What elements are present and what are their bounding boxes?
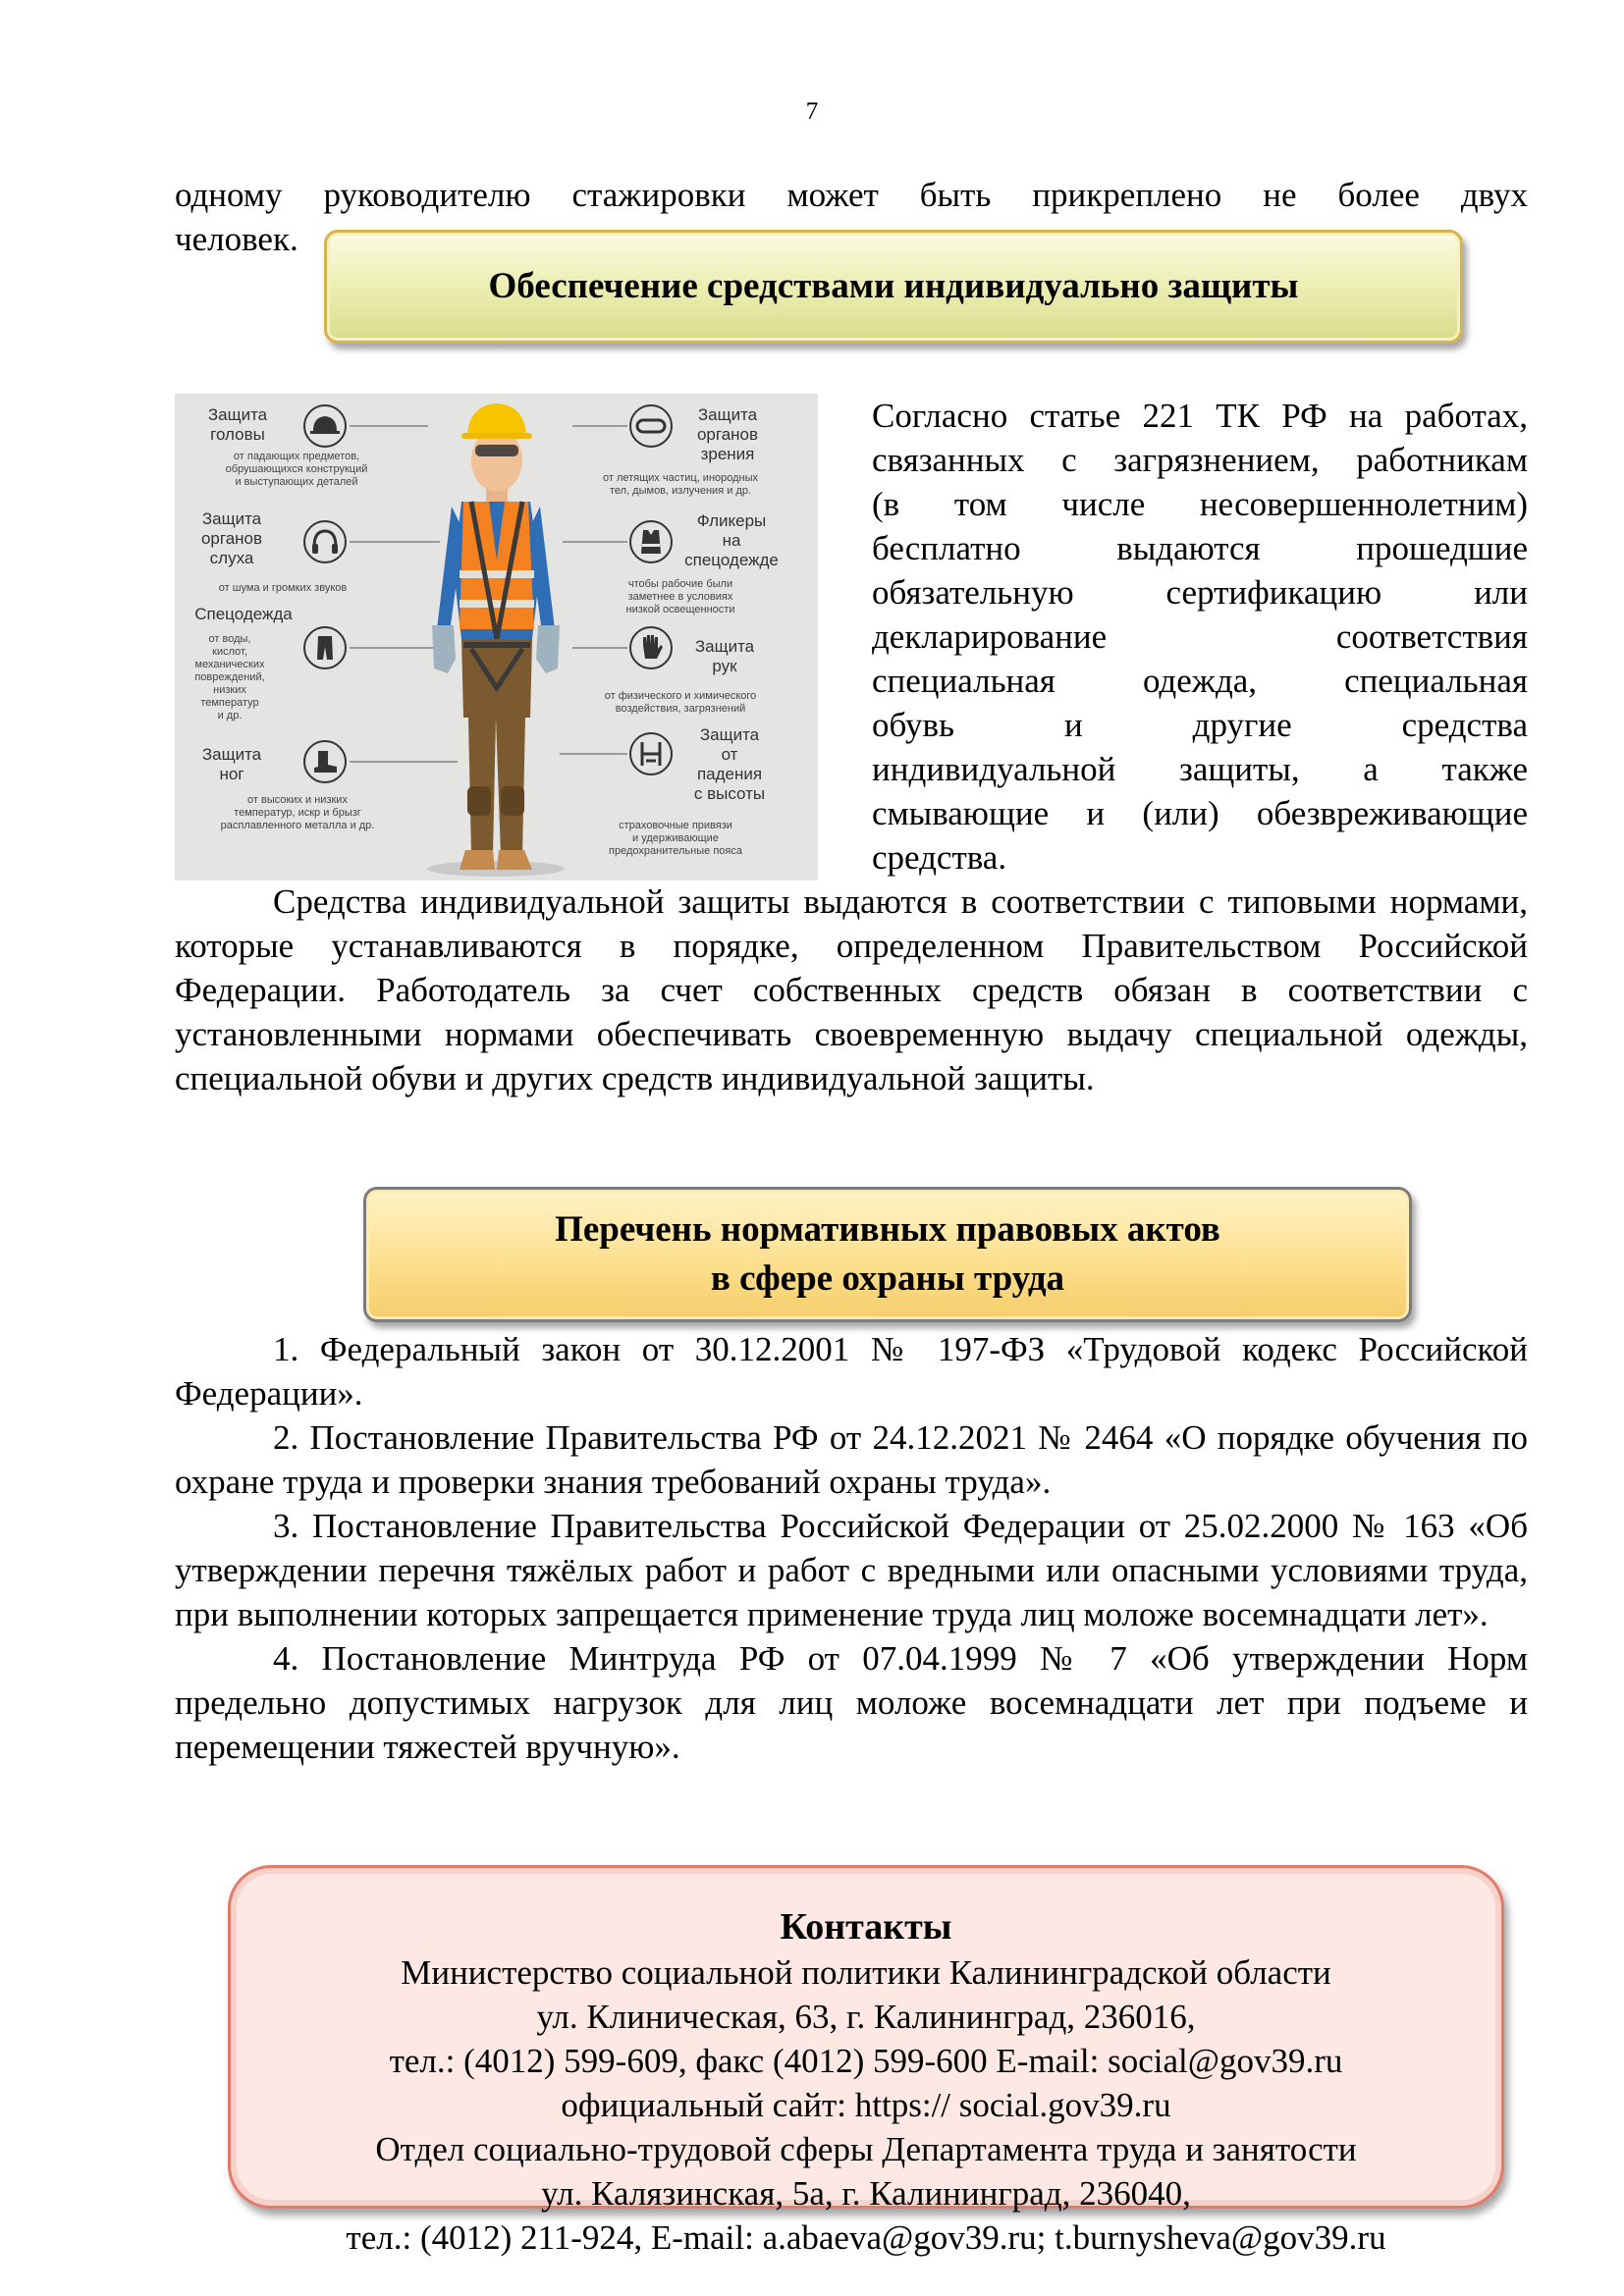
label-hearing-protection — [192, 509, 271, 568]
contacts-line: Отдел социально-трудовой сферы Департамента труда и занятости — [375, 2130, 1357, 2168]
label-text: органов — [200, 529, 263, 548]
contacts-line: тел.: (4012) 211-924, E-mail: a.abaeva@gov39.ru; t.burnysheva@gov39.ru — [346, 2218, 1386, 2257]
note-text: чтобы рабочие были — [627, 578, 733, 590]
banner-line: в сфере охраны труда — [710, 1258, 1065, 1299]
label-text: рук — [712, 657, 737, 675]
label-text: слуха — [209, 549, 254, 567]
note-text: и выступающих деталей — [235, 476, 358, 488]
contacts-line: Министерство социальной политики Калининградской области — [401, 1953, 1331, 1992]
text-line: обязательную сертификацию или — [872, 573, 1528, 612]
regulations-list — [175, 1327, 1528, 1769]
contacts-title: Контакты — [780, 1906, 952, 1948]
label-feet-protection — [192, 745, 271, 784]
contacts-line: тел.: (4012) 599-609, факс (4012) 599-600 E-mail: social@gov39.ru — [389, 2042, 1343, 2080]
text-line: Согласно статье 221 ТК РФ на работах, — [872, 397, 1528, 435]
note-text: от воды, — [208, 633, 251, 645]
label-text: спецодежде — [684, 551, 779, 569]
label-text: зрения — [700, 445, 755, 463]
harness-icon — [628, 731, 674, 776]
note-fall-protection — [587, 820, 764, 858]
note-text: воздействия, загрязнений — [615, 703, 746, 715]
ppe-article-text — [872, 394, 1528, 880]
list-item: 2. Постановление Правительства РФ от 24.12.2021 № 2464 «О порядке обучения по охране труда и проверки знания требований охраны труда». — [175, 1418, 1528, 1501]
text-line: обувь и другие средства — [872, 706, 1528, 744]
text-line: связанных с загрязнением, работникам — [872, 441, 1528, 479]
note-text: от высоких и низких — [247, 794, 348, 806]
label-text: Защита — [201, 509, 262, 528]
label-flickers — [677, 511, 785, 570]
label-head-protection — [198, 405, 277, 445]
headphones-icon — [302, 519, 348, 564]
worker-illustration — [403, 394, 599, 881]
note-text: заметнее в условиях — [627, 591, 733, 603]
label-text: от — [721, 745, 738, 764]
note-text: низких — [213, 684, 246, 696]
note-text: обрушающихся конструкций — [225, 463, 368, 475]
label-text: Защита — [207, 405, 268, 424]
note-text: повреждений, — [194, 671, 265, 683]
note-text: от физического и химического — [604, 690, 757, 702]
ppe-banner-title: Обеспечение средствами индивидуально защиты — [488, 266, 1299, 306]
label-text: ног — [219, 765, 244, 783]
note-hearing-protection — [185, 582, 381, 595]
overalls-icon — [302, 625, 348, 670]
note-text: низкой освещенности — [625, 604, 735, 615]
label-text: головы — [210, 425, 265, 444]
note-text: тел, дымов, излучения и др. — [609, 485, 751, 497]
ppe-norms-paragraph — [175, 880, 1528, 1100]
page-number: 7 — [805, 98, 819, 125]
ppe-infographic — [175, 394, 818, 881]
regulations-section-banner — [363, 1187, 1412, 1322]
text-line: средства. — [872, 838, 1007, 877]
note-text: и удерживающие — [632, 832, 719, 844]
note-text: предохранительные пояса — [609, 845, 742, 857]
label-text: на — [722, 531, 741, 550]
note-text: температур, искр и брызг — [234, 807, 361, 819]
text-line: индивидуальной защиты, а также — [872, 750, 1528, 788]
goggles-icon — [628, 403, 674, 449]
text-line: (в том числе несовершеннолетним) — [872, 485, 1528, 523]
intro-line-1: одному руководителю стажировки может быть прикреплено не более двух — [175, 176, 1528, 214]
label-fall-protection — [685, 725, 774, 804]
contacts-line: ул. Клиническая, 63, г. Калининград, 236016, — [536, 1998, 1196, 2036]
note-eye-protection — [568, 472, 793, 498]
helmet-icon — [302, 403, 348, 449]
text-line: бесплатно выдаются прошедшие — [872, 529, 1528, 567]
text-line: специальная одежда, специальная — [872, 662, 1528, 700]
paragraph-text: Средства индивидуальной защиты выдаются в соответствии с типовыми нормами, которые устанавливаются в порядке, определенном Правительством Российской Федерации. Работодатель за счет собственных средств обязан в соответствии с установленными нормами обеспечивать своевременную выдачу специальной одежды, специальной обуви и других средств индивидуальной защиты. — [175, 882, 1528, 1097]
label-text: с высоты — [693, 784, 766, 803]
list-item: 1. Федеральный закон от 30.12.2001 № 197-ФЗ «Трудовой кодекс Российской Федерации». — [175, 1330, 1528, 1413]
note-text: от падающих предметов, — [233, 451, 360, 462]
glove-icon — [628, 625, 674, 670]
label-text: Защита — [694, 637, 755, 656]
intro-line-2: человек. — [175, 220, 298, 258]
note-head-protection — [189, 451, 405, 489]
note-text: температур — [200, 697, 259, 709]
note-text: расплавленного металла и др. — [220, 820, 375, 831]
contacts-box — [228, 1865, 1504, 2257]
note-feet-protection — [185, 794, 410, 832]
label-workwear — [185, 605, 302, 624]
note-text: от летящих частиц, инородных — [602, 472, 759, 484]
note-flickers — [587, 578, 774, 616]
contacts-line: официальный сайт: https:// social.gov39.ru — [561, 2086, 1171, 2124]
regulations-banner-title — [555, 1205, 1220, 1304]
note-hand-protection — [568, 690, 793, 716]
boot-icon — [302, 739, 348, 784]
note-workwear — [181, 633, 279, 722]
label-text: Фликеры — [696, 511, 767, 530]
label-text: падения — [696, 765, 763, 783]
label-text: органов — [696, 425, 759, 444]
text-line: смывающие и (или) обезвреживающие — [872, 794, 1528, 832]
list-item: 4. Постановление Минтруда РФ от 07.04.1999 № 7 «Об утверждении Норм предельно допустимых нагрузок для лиц моложе восемнадцати лет при подъеме и перемещении тяжестей вручную». — [175, 1639, 1528, 1766]
label-eye-protection — [685, 405, 770, 464]
note-text: и др. — [217, 710, 243, 721]
note-text: кислот, — [212, 646, 247, 658]
contacts-line: ул. Калязинская, 5а, г. Калининград, 236040, — [541, 2174, 1191, 2213]
banner-line: Перечень нормативных правовых актов — [555, 1209, 1220, 1250]
label-text: Защита — [699, 725, 760, 744]
label-text: Защита — [697, 405, 758, 424]
ppe-section-banner — [324, 230, 1463, 344]
label-text: Спецодежда — [194, 605, 293, 623]
label-text: Защита — [201, 745, 262, 764]
text-line: декларирование соответствия — [872, 617, 1528, 656]
note-text: от шума и громких звуков — [218, 582, 348, 594]
vest-icon — [628, 519, 674, 564]
note-text: страховочные привязи — [619, 820, 732, 831]
note-text: механических — [194, 659, 265, 670]
label-hand-protection — [685, 637, 764, 676]
list-item: 3. Постановление Правительства Российской Федерации от 25.02.2000 № 163 «Об утверждении перечня тяжёлых работ и работ с вредными или опасными условиями труда, при выполнении которых запрещается применение труда лиц моложе восемнадцати лет». — [175, 1507, 1528, 1633]
